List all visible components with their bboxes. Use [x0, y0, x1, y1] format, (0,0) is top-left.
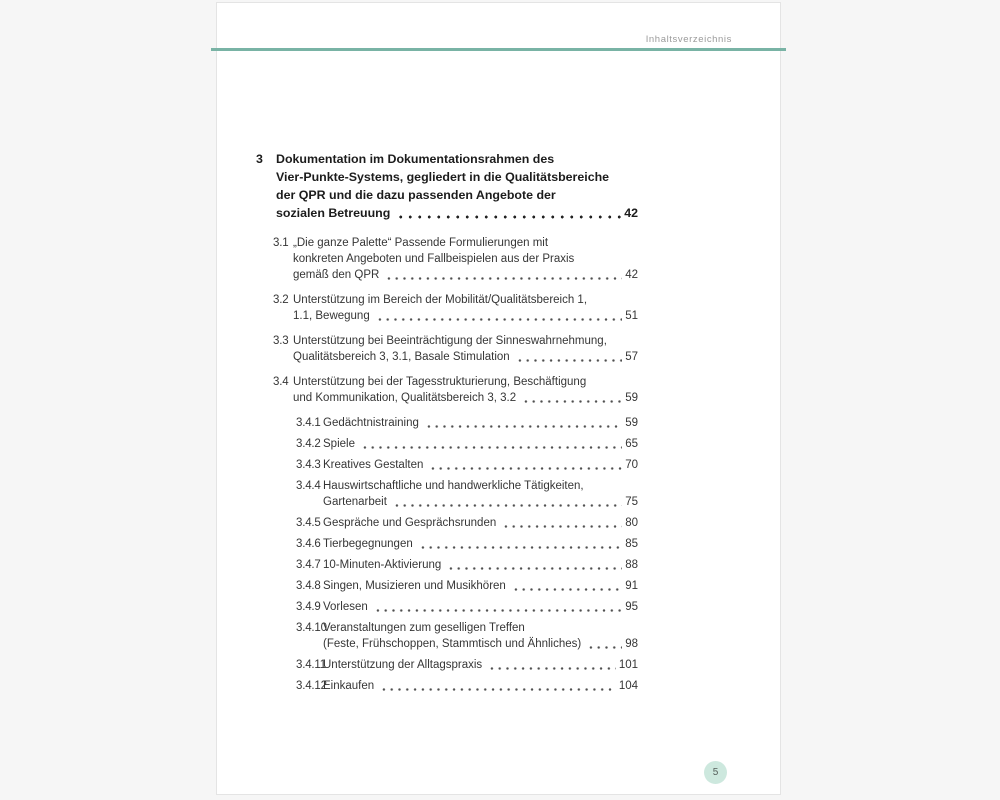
entry-number: 3: [256, 152, 263, 166]
entry-text-line: Vorlesen: [323, 601, 368, 613]
page-reference: 80: [625, 517, 638, 529]
entry-body: [323, 415, 638, 431]
entry-body: [323, 599, 638, 615]
page-reference: 75: [625, 496, 638, 508]
entry-last-line: [323, 515, 638, 531]
toc-entry-3-4-10: [256, 620, 638, 652]
entry-body: [323, 457, 638, 473]
entry-number: 3.3: [273, 335, 289, 347]
toc-entry-3-4-7: [256, 557, 638, 573]
entry-last-line: [293, 349, 638, 365]
toc-entry-3-2: [256, 292, 638, 324]
page-reference: 42: [624, 206, 638, 220]
entry-text-line: Qualitätsbereich 3, 3.1, Basale Stimulation: [293, 351, 510, 363]
toc-entry-3: [256, 150, 638, 222]
dot-leader: [419, 545, 622, 550]
entry-text-line: konkreten Angeboten und Fallbeispielen aus der Praxis: [293, 253, 575, 265]
dot-leader: [516, 358, 623, 363]
entry-number: 3.4.3: [296, 459, 321, 471]
header-rule: [211, 48, 786, 51]
entry-body: [293, 235, 638, 283]
entry-number: 3.4.8: [296, 580, 321, 592]
toc-entry-3-4-2: [256, 436, 638, 452]
entry-body: [293, 374, 638, 406]
entry-body: [323, 557, 638, 573]
entry-last-line: [323, 557, 638, 573]
toc-entry-3-4-11: [256, 657, 638, 673]
entry-body: [323, 620, 638, 652]
page-reference: 91: [625, 580, 638, 592]
entry-last-line: [323, 678, 638, 694]
dot-leader: [425, 424, 622, 429]
page-reference: 70: [625, 459, 638, 471]
page-reference: 59: [625, 392, 638, 404]
entry-text-line: sozialen Betreuung: [276, 206, 391, 220]
entry-text-line: Unterstützung der Alltagspraxis: [323, 659, 483, 671]
entry-number: 3.4.10: [296, 622, 327, 634]
entry-text-line: „Die ganze Palette“ Passende Formulierungen mit: [293, 237, 549, 249]
entry-body: [323, 515, 638, 531]
entry-text-line: Vier-Punkte-Systems, gegliedert in die Qualitätsbereiche: [276, 170, 610, 184]
page-reference: 51: [625, 310, 638, 322]
toc-entry-3-4-4: [256, 478, 638, 510]
page-reference: 95: [625, 601, 638, 613]
entry-text-line: Dokumentation im Dokumentationsrahmen des: [276, 152, 555, 166]
toc-entry-3-4: [256, 374, 638, 406]
entry-text-line: Unterstützung bei der Tagesstrukturierung, Beschäftigung: [293, 376, 587, 388]
entry-last-line: [323, 415, 638, 431]
entry-body: [323, 578, 638, 594]
entry-text-line: Unterstützung bei Beeinträchtigung der Sinneswahrnehmung,: [293, 335, 607, 347]
dot-leader: [447, 566, 622, 571]
entry-text-line: 10-Minuten-Aktivierung: [323, 559, 442, 571]
entry-last-line: [293, 267, 638, 283]
page-number-badge: [704, 761, 727, 784]
entry-text-line: (Feste, Frühschoppen, Stammtisch und Ähnliches): [323, 638, 582, 650]
entry-text-line: Singen, Musizieren und Musikhören: [323, 580, 506, 592]
toc-entry-3-4-12: [256, 678, 638, 694]
entry-number: 3.4.5: [296, 517, 321, 529]
entry-body: [323, 657, 638, 673]
dot-leader: [361, 445, 622, 450]
entry-number: 3.4.7: [296, 559, 321, 571]
entry-body: [276, 150, 638, 222]
entry-text-line: 1.1, Bewegung: [293, 310, 370, 322]
entry-number: 3.4.1: [296, 417, 321, 429]
toc-entry-3-1: [256, 235, 638, 283]
page-reference: 104: [618, 680, 638, 692]
entry-text-line: und Kommunikation, Qualitätsbereich 3, 3.2: [293, 392, 517, 404]
page-reference: 98: [625, 638, 638, 650]
entry-text-line: Gedächtnistraining: [323, 417, 419, 429]
entry-text-line: Kreatives Gestalten: [323, 459, 424, 471]
entry-body: [323, 678, 638, 694]
dot-leader: [380, 687, 616, 692]
entry-number: 3.4.4: [296, 480, 321, 492]
entry-text-line: Gespräche und Gesprächsrunden: [323, 517, 497, 529]
toc-entry-3-3: [256, 333, 638, 365]
running-head: Inhaltsverzeichnis: [645, 34, 732, 45]
entry-last-line: [323, 578, 638, 594]
page-reference: 88: [625, 559, 638, 571]
entry-number: 3.4.2: [296, 438, 321, 450]
toc-entry-3-4-1: [256, 415, 638, 431]
entry-text-line: Veranstaltungen zum geselligen Treffen: [323, 622, 525, 634]
toc-entry-3-4-8: [256, 578, 638, 594]
entry-text-line: der QPR und die dazu passenden Angebote der: [276, 188, 556, 202]
entry-text-line: Unterstützung im Bereich der Mobilität/Qualitätsbereich 1,: [293, 294, 588, 306]
entry-last-line: [323, 436, 638, 452]
entry-last-line: [323, 636, 638, 652]
toc-list: [256, 150, 638, 699]
document-page: [216, 2, 781, 795]
entry-last-line: [323, 457, 638, 473]
page-reference: 65: [625, 438, 638, 450]
entry-last-line: [323, 599, 638, 615]
toc-entry-3-4-5: [256, 515, 638, 531]
dot-leader: [393, 503, 622, 508]
entry-text-line: Gartenarbeit: [323, 496, 387, 508]
entry-body: [323, 536, 638, 552]
dot-leader: [502, 524, 622, 529]
entry-body: [293, 292, 638, 324]
dot-leader: [429, 466, 622, 471]
page-reference: 101: [618, 659, 638, 671]
entry-number: 3.2: [273, 294, 289, 306]
entry-number: 3.4.6: [296, 538, 321, 550]
dot-leader: [522, 399, 622, 404]
page-reference: 85: [625, 538, 638, 550]
entry-text-line: Hauswirtschaftliche und handwerkliche Tätigkeiten,: [323, 480, 584, 492]
entry-text-line: Spiele: [323, 438, 355, 450]
entry-body: [323, 436, 638, 452]
entry-text-line: Einkaufen: [323, 680, 375, 692]
entry-last-line: [323, 657, 638, 673]
page-reference: 57: [625, 351, 638, 363]
toc-entry-3-4-6: [256, 536, 638, 552]
entry-number: 3.1: [273, 237, 289, 249]
toc-entry-3-4-3: [256, 457, 638, 473]
entry-last-line: [276, 204, 638, 222]
entry-text-line: gemäß den QPR: [293, 269, 380, 281]
entry-body: [293, 333, 638, 365]
dot-leader: [587, 645, 622, 650]
toc-entry-3-4-9: [256, 599, 638, 615]
entry-body: [323, 478, 638, 510]
dot-leader: [374, 608, 622, 613]
entry-last-line: [293, 390, 638, 406]
dot-leader: [385, 276, 622, 281]
page-number: 5: [712, 767, 719, 778]
entry-last-line: [293, 308, 638, 324]
entry-number: 3.4.9: [296, 601, 321, 613]
entry-number: 3.4.12: [296, 680, 327, 692]
entry-number: 3.4.11: [296, 659, 326, 671]
dot-leader: [488, 666, 616, 671]
entry-text-line: Tierbegegnungen: [323, 538, 413, 550]
page-reference: 42: [625, 269, 638, 281]
entry-number: 3.4: [273, 376, 289, 388]
entry-last-line: [323, 494, 638, 510]
page-reference: 59: [625, 417, 638, 429]
dot-leader: [512, 587, 622, 592]
dot-leader: [396, 214, 621, 220]
dot-leader: [376, 317, 622, 322]
entry-last-line: [323, 536, 638, 552]
